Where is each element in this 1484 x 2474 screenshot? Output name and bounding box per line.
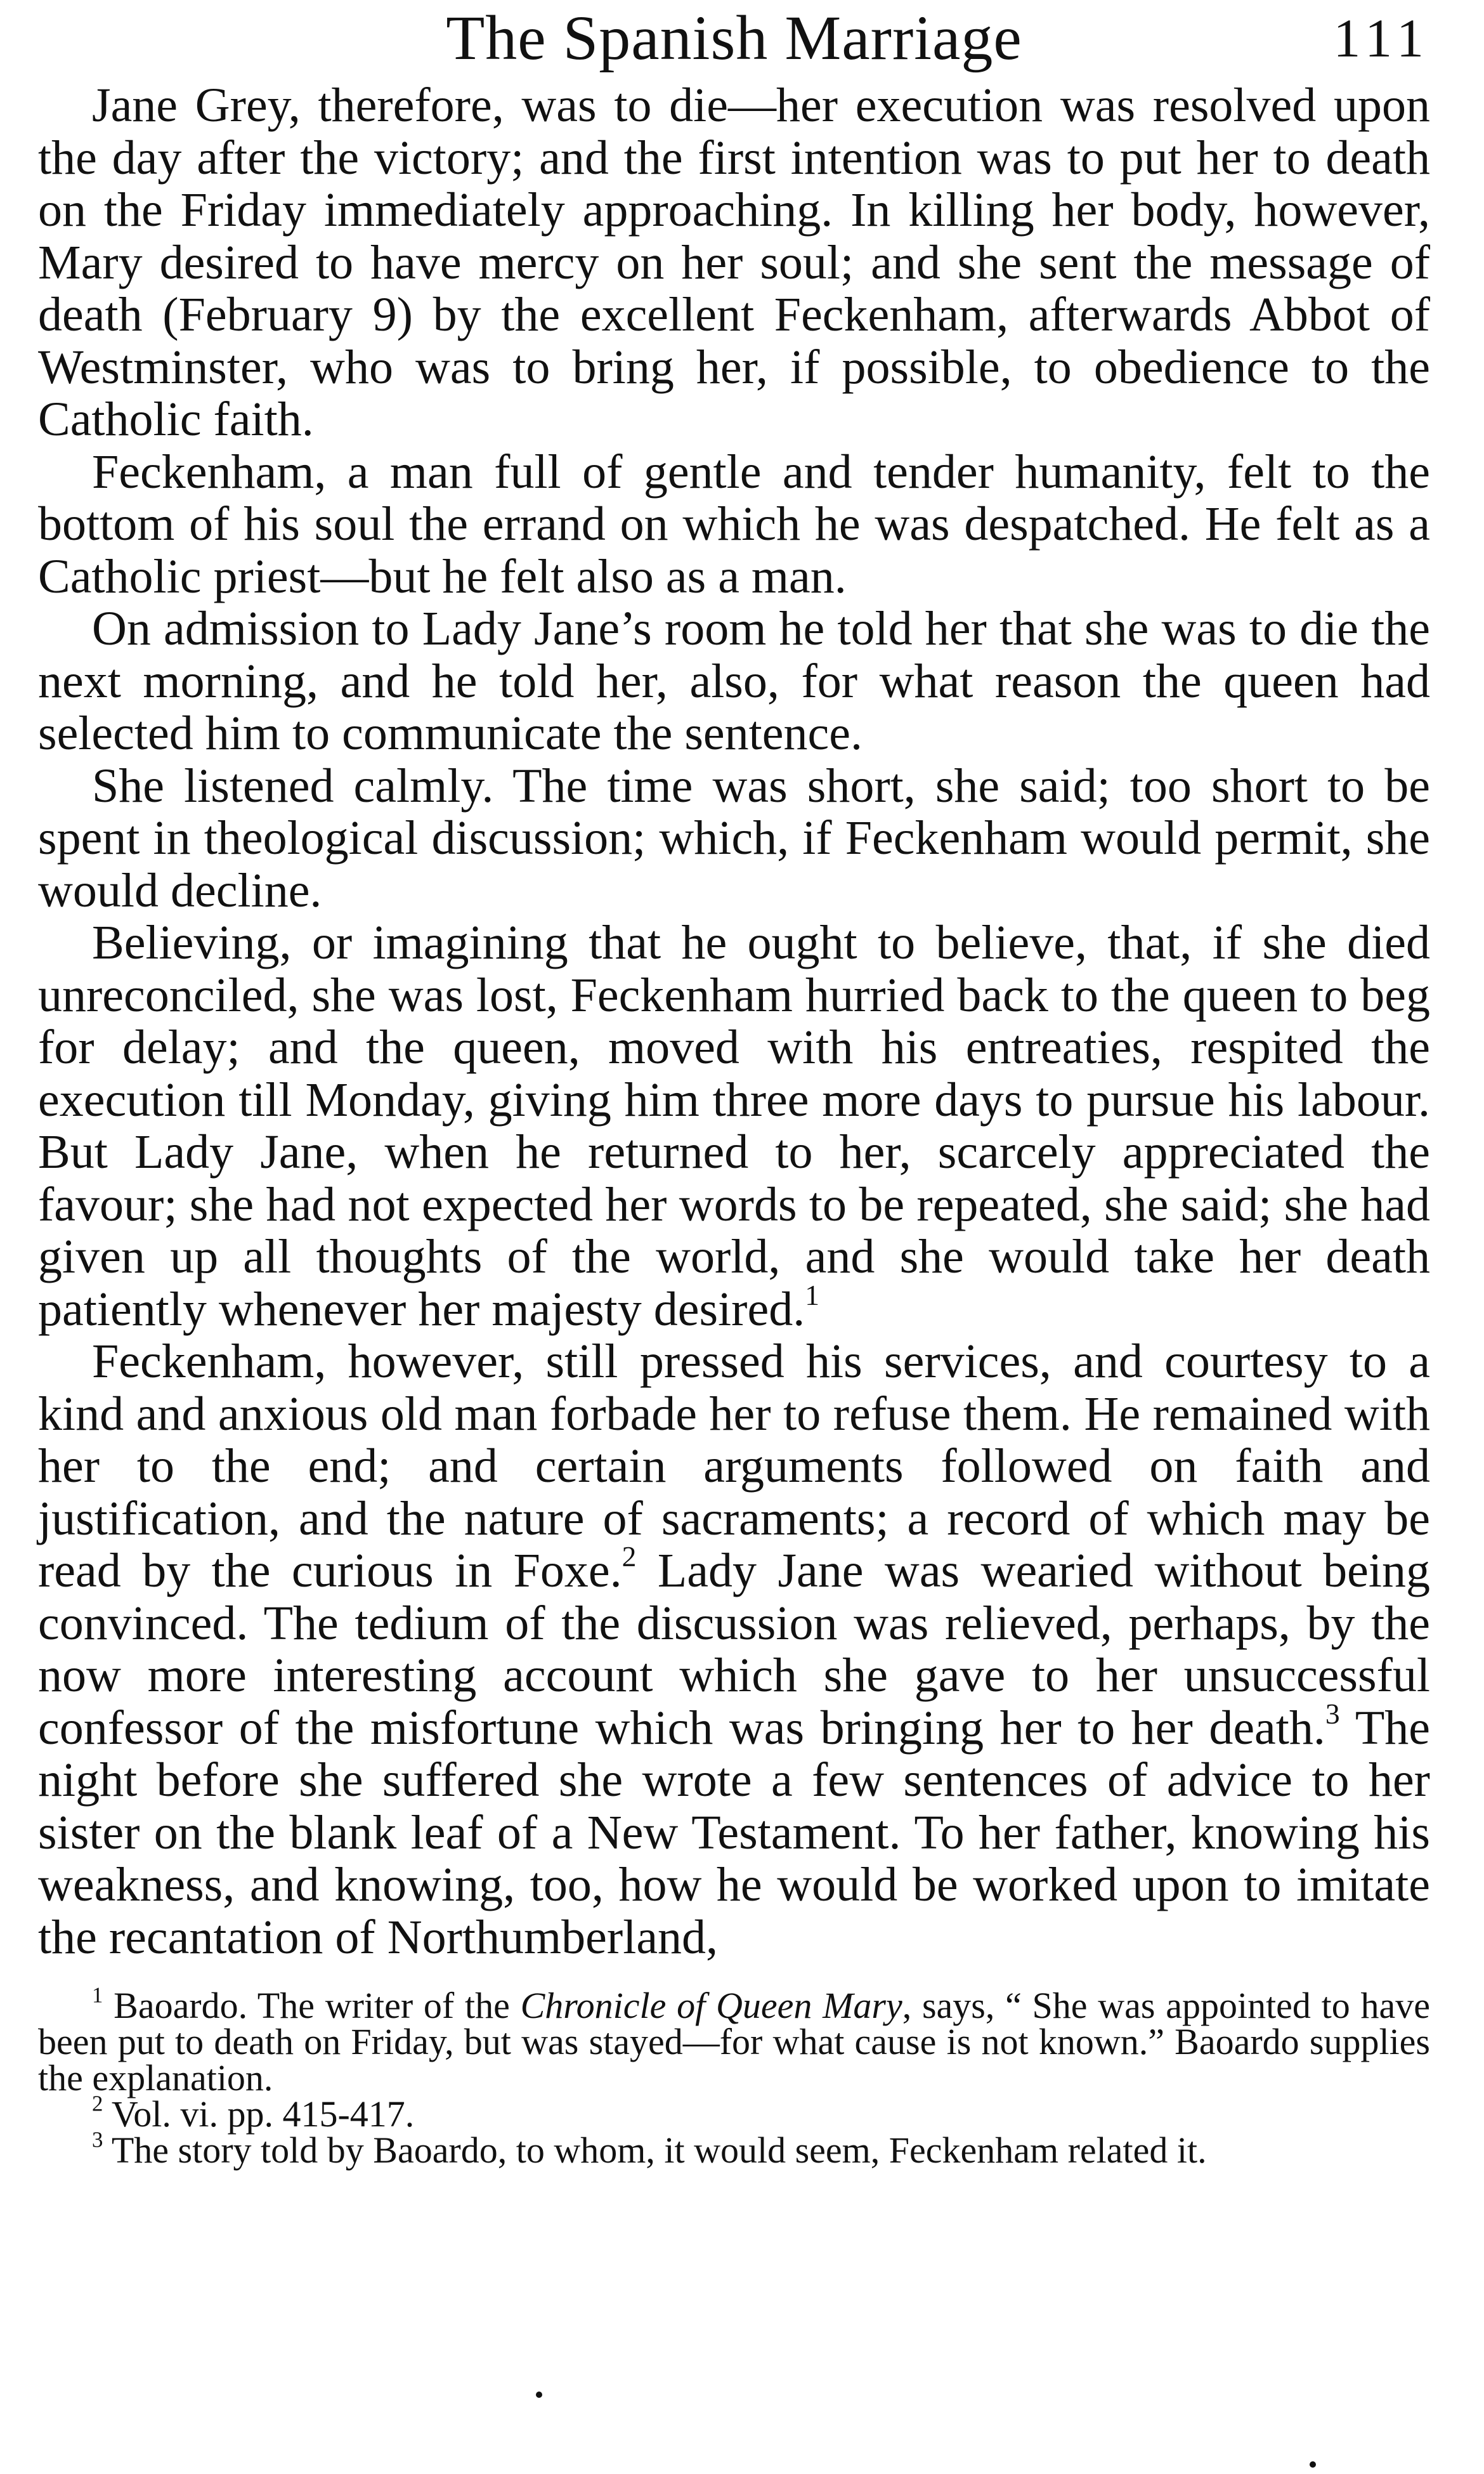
footnote-marker: 1 xyxy=(92,1982,103,2008)
paragraph-text: The night before she suffered she wrote a few sentences of advice to her sister on the blank leaf of a New Testament. To her father, knowing his weakness, and knowing, too, how he would be worked upon to imitate the recantation of Northumberland, xyxy=(38,1701,1430,1964)
running-title: The Spanish Marriage xyxy=(446,3,1022,73)
paragraph xyxy=(38,1335,1430,1963)
footnote-marker: 3 xyxy=(92,2127,103,2152)
print-speck xyxy=(1310,2461,1316,2468)
footnote-reference: 3 xyxy=(1325,1697,1340,1730)
footnote xyxy=(38,1982,1430,2098)
paragraph: She listened calmly. The time was short, she said; too short to be spent in theological discussion; which, if Feckenham would permit, she would decline. xyxy=(38,759,1430,917)
footnote-text: The story told by Baoardo, to whom, it would seem, Feckenham related it. xyxy=(103,2130,1207,2171)
print-speck xyxy=(536,2392,542,2398)
paragraph xyxy=(38,917,1430,1335)
paragraph: Feckenham, a man full of gentle and tender humanity, felt to the bottom of his soul the errand on which he was despatched. He felt as a Catholic priest—but he felt also as a man. xyxy=(38,445,1430,603)
footnote xyxy=(38,2127,1430,2171)
paragraph: Jane Grey, therefore, was to die—her execution was resolved upon the day after the victory; and the first intention was to put her to death on the Friday immediately approaching. In killing her body, however, Mary desired to have mercy on her soul; and she sent the message of death (February 9) by the excellent Feckenham, afterwards Abbot of Westminster, who was to bring her, if possible, to obedience to the Catholic faith. xyxy=(38,79,1430,446)
footnote-text: Baoardo. The writer of the xyxy=(103,1985,521,2026)
paragraph: On admission to Lady Jane’s room he told her that she was to die the next morning, and he told her, also, for what reason the queen had selected him to communicate the sentence. xyxy=(38,602,1430,760)
footnote-reference: 1 xyxy=(805,1278,820,1311)
body-text xyxy=(38,79,1430,1963)
paragraph-text: Believing, or imagining that he ought to believe, that, if she died unreconciled, she was lost, Feckenham hurried back to the queen to beg for delay; and the queen, moved with his entreaties, respited the execution till Monday, giving him three more days to pursue his labour. But Lady Jane, when he returned to her, scarcely appreciated the favour; she had not expected her words to be repeated, she said; she had given up all thoughts of the world, and she would take her death patiently whenever her majesty desired. xyxy=(38,916,1430,1336)
footnote-reference: 2 xyxy=(622,1540,637,1573)
footnote-marker: 2 xyxy=(92,2091,103,2116)
page-header xyxy=(38,0,1430,79)
paragraph-text: Lady Jane was wearied without being convinced. The tedium of the discussion was relieved, perhaps, by the now more interesting account which she gave to her unsuccessful confessor of the misfortune which was bringing her to her death. xyxy=(38,1544,1431,1755)
cited-title: Chronicle of Queen Mary xyxy=(520,1985,902,2026)
footnote-text: , says, “ She was appointed to have been put to death on Friday, but was stayed—for what cause is not known.” Baoardo supplies the explanation. xyxy=(38,1985,1430,2098)
page-number: 111 xyxy=(1333,8,1430,69)
paragraph-text: Feckenham, however, still pressed his services, and courtesy to a kind and anxious old man forbade her to refuse them. He remained with her to the end; and certain arguments followed on faith and justification, and the nature of sacraments; a record of which may be read by the curious in Foxe. xyxy=(38,1335,1430,1597)
footnotes xyxy=(38,1982,1430,2171)
footnote xyxy=(38,2091,1430,2135)
footnote-text: Vol. vi. pp. 415-417. xyxy=(103,2093,415,2135)
